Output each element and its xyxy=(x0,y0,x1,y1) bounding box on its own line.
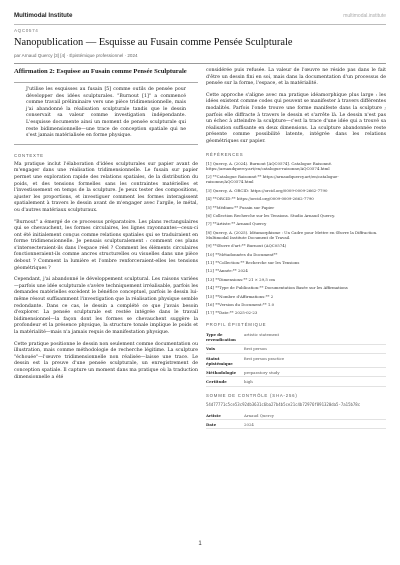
reference-item: [17] **Date:** 2025-02-23 xyxy=(206,310,258,316)
reference-item: [14] **Type de Publication:** Documentation Basée sur les Affirmations xyxy=(206,285,348,291)
reference-item[interactable]: [3] Quercy, A. ORCID: https://orcid.org/0009-0009-2662-7790 xyxy=(206,187,328,193)
section-label-references: RÉFÉRENCES xyxy=(206,151,244,157)
reference-item: [11] **Collection:** Recherche sur les Tensions xyxy=(206,260,300,266)
section-label-epistemic-profile: PROFIL ÉPISTÉMIQUE xyxy=(206,321,267,327)
body-paragraph: Cette pratique positionne le dessin non seulement comme documentation ou illustration, mais comme méthodologie de recherche légitime. La sculpture "échouée"—l'œuvre tridimensionnelle non réalisée—laisse une trace. Le dessin est la preuve d'une pensée sculpturale, un enregistrement de conception spatiale. Il capture un moment dans ma pratique où la traduction dimensionnelle a été xyxy=(14,341,198,380)
reference-item: [16] **Version du Document:** 1.0 xyxy=(206,302,275,307)
left-column xyxy=(14,68,198,386)
body-paragraph: "Burnout" a émergé de ce processus préparatoire. Les plans rectangulaires qui se chevauchent, les formes circulaires, les lignes rayonnantes—ceux-ci ont été initialement conçus comme relations spatiales qui se traduiraient en forme tridimensionnelle. Je pensais sculpturalement : comment ces plans s'intersecteraient-ils dans l'espace réel ? Comment les éléments circulaires fonctionneraient-ils comme ancres structurelles ou visuelles dans une pièce debout ? Comment la lumière et l'ombre renforceraient-elles les tensions géométriques ? xyxy=(14,219,198,271)
page-title: Nanopublication — Esquisse au Fusain comme Pensée Sculpturale xyxy=(14,37,293,48)
table-row: Type de revendication artistic statement xyxy=(206,331,386,345)
reference-list xyxy=(206,161,386,316)
body-paragraph: Cependant, j'ai abandonné le développement sculptural. Les raisons variées—parfois une idée sculpturale s'avère techniquement irréalisable, parfois les demandes matérielles excèdent le bénéfice conceptuel, parfois le dessin lui-même résout suffisamment l'investigation que la réalisation physique semble redondante. Dans ce cas, le dessin a complété ce que j'avais besoin d'explorer. La pensée sculpturale est restée intégrée dans le travail bidimensionnel—la façon dont les formes se chevauchent suggère la profondeur et la présence physique, la structure tonale implique le poids et la matérialité—mais n'a jamais requis de manifestation physique. xyxy=(14,277,198,335)
reference-item: [10] **Métadonnées du Document** xyxy=(206,251,278,257)
table-row: Méthodologie preparatory study xyxy=(206,368,386,377)
reference-item: [15] **Nombre d'Affirmations:** 2 xyxy=(206,293,274,299)
document-id: AQC0574 xyxy=(14,28,39,33)
reference-item: [12] **Année:** 2024 xyxy=(206,268,248,274)
table-row: Artiste Arnaud Quercy xyxy=(206,411,386,420)
table-row: Date 2024 xyxy=(206,420,386,429)
reference-item[interactable]: [1] Quercy, A. (2024). Burnout [AQC0574]. Catalogue Raisonné. https://arnaudquercy.art/en/catalogue-raisonne/AQC0574.html xyxy=(206,160,333,171)
reference-item: [13] **Dimensions:** 21 × 29,5 cm xyxy=(206,276,275,282)
table-row: Voix first person xyxy=(206,344,386,353)
reference-item[interactable]: [4] **ORCID:** https://orcid.org/0009-0009-2662-7790 xyxy=(206,196,314,202)
reference-item: [8] Quercy, A. (2025). Idéamorphisme : Un Cadre pour Mettre en Œuvre la Diffraction. Multimodal Institute Document de Travail. xyxy=(206,229,378,240)
reference-item: [5] **Médium:** Fusain sur Papier xyxy=(206,204,275,210)
reference-item: [6] Collection Recherche sur les Tensions. Studio Arnaud Quercy. xyxy=(206,212,336,218)
top-bar xyxy=(14,12,386,25)
byline: par Arnaud Quercy [3] [4] · Épistémique professionnel · 2024 xyxy=(14,53,138,58)
body-paragraph: Cette approche s'aligne avec ma pratique idéamorphique plus large : les idées existent comme codes qui peuvent se manifester à travers différentes modalités. Parfois l'onde trouve une forme manifeste dans la sculpture ; parfois elle diffracte à travers le dessin et s'arrête là. Le dessin n'est pas un échec à atteindre la sculpture—c'est la trace d'une idée qui a trouvé sa réalisation suffisante en deux dimensions. La sculpture abandonnée reste présente comme possibilité latente, intégrée dans les relations géométriques sur papier. xyxy=(206,92,386,144)
page-number: 1 xyxy=(198,541,202,547)
institution-name: Multimodal Institute xyxy=(14,12,73,19)
right-column xyxy=(206,68,386,429)
reference-item: [9] **Œuvre d'art:** Burnout (AQC0574) xyxy=(206,243,287,249)
institution-url[interactable]: multimodal.institute xyxy=(343,13,386,19)
reference-item[interactable]: [2] **Catalogue Raisonné:** https://arnaudquercy.art/en/catalogue-raisonne/AQC0574.html xyxy=(206,174,339,185)
reference-item: [7] **Artiste:** Arnaud Quercy xyxy=(206,221,267,227)
epistemic-profile-table xyxy=(206,331,386,387)
header-divider xyxy=(14,63,386,64)
table-row: Certitude high xyxy=(206,377,386,386)
table-row: Statut épistémique first person practice xyxy=(206,353,386,367)
body-paragraph: Ma pratique inclut l'élaboration d'idées sculpturales sur papier avant de m'engager dans une réalisation tridimensionnelle. Le fusain sur papier permet une exploration rapide des relations spatiales, de la distribution du poids, et des tensions formelles sans les contraintes matérielles et l'investissement en temps de la sculpture. Je peux tester des compositions, ajuster les proportions, et investiguer comment les formes interagissent spatialement à travers le dessin avant de m'engager avec l'argile, le métal, ou d'autres matériaux sculpturaux. xyxy=(14,161,198,213)
section-label-checksum: SOMME DE CONTRÔLE (SHA-256) xyxy=(206,392,298,398)
abstract: J'utilise les esquisses au fusain [5] comme outils de pensée pour développer des idées sculpturales. "Burnout [1]" a commencé comme travail préliminaire vers une pièce tridimensionnelle, mais j'ai abandonné la réalisation sculpturale tandis que le dessin conservait sa valeur comme investigation indépendante. L'esquisse documente ainsi un moment de pensée sculpturale qui reste bidimensionnelle—une trace de conception spatiale qui ne s'est jamais matérialisée en forme physique. xyxy=(14,82,198,145)
metadata-table xyxy=(206,411,386,429)
checksum-value: 54d77771c5ce53c92db3631c6ba27b4b5ce21c4b72976f891320da5-7a15b78c xyxy=(206,401,361,407)
body-paragraph: considérée puis refusée. La valeur de l'œuvre ne réside pas dans le fait d'être un dessin fini en soi, mais dans la documentation d'un processus de pensée sur la forme, l'espace, et la matérialité. xyxy=(206,68,386,87)
claim-heading: Affirmation 2: Esquisse au Fusain comme Pensée Sculpturale xyxy=(14,68,187,75)
section-label-context: CONTEXTE xyxy=(14,152,44,158)
